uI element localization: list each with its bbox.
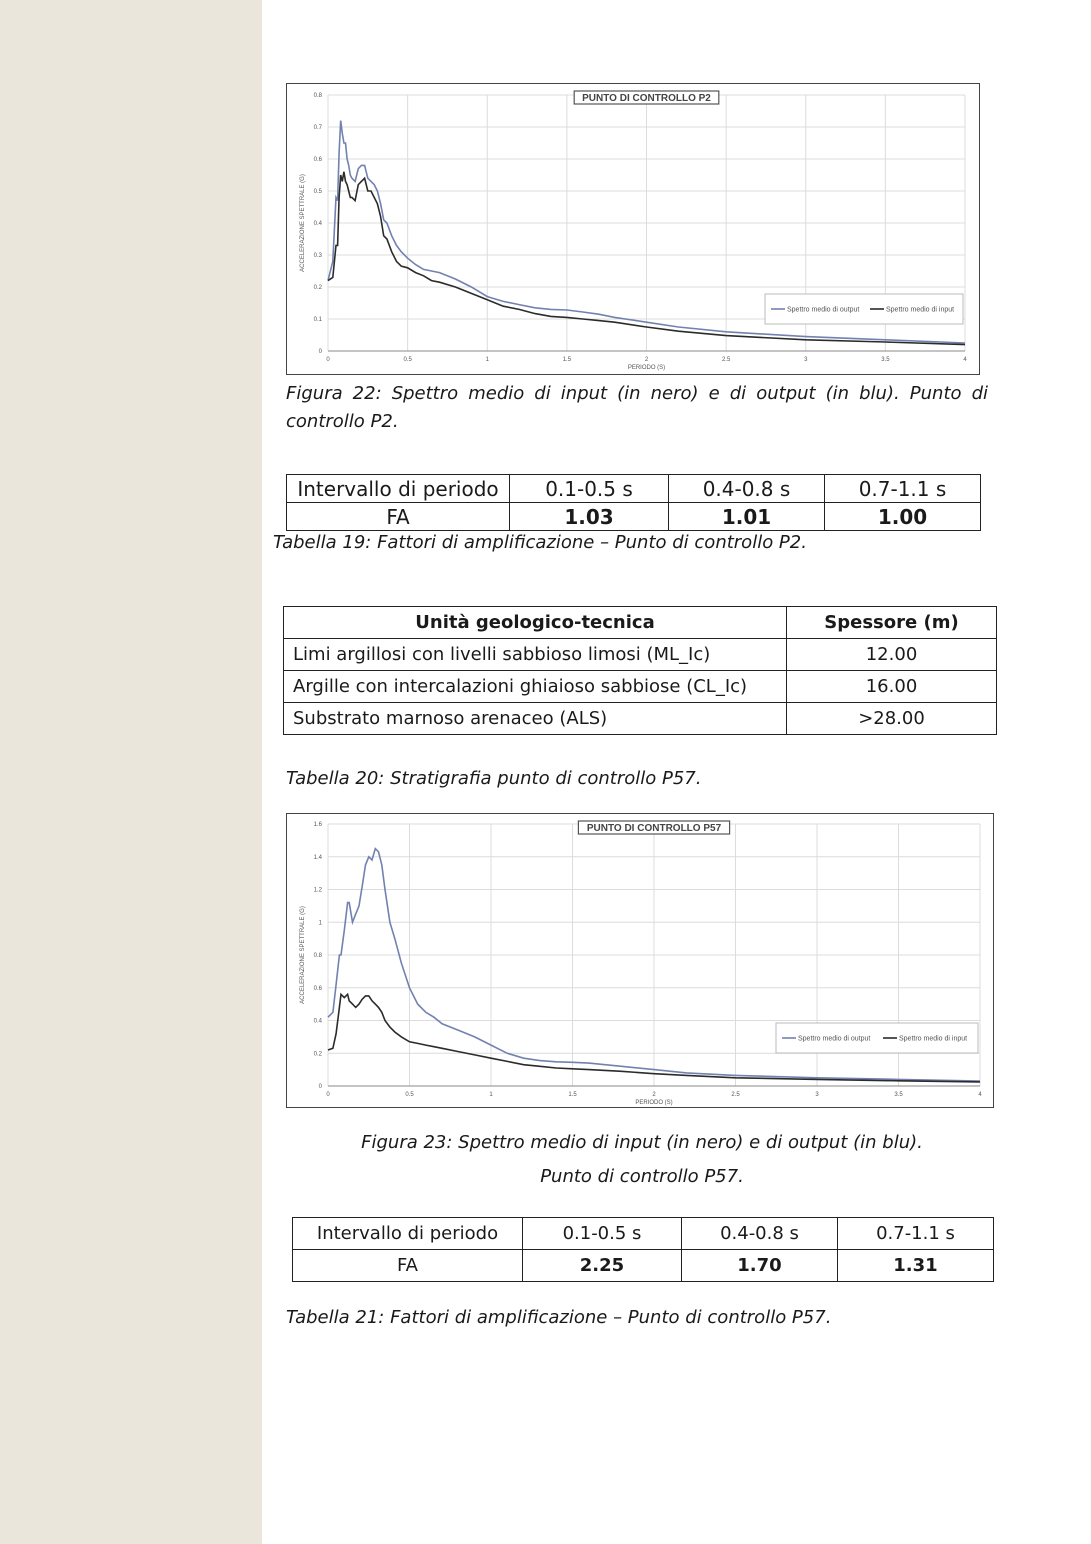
table-20-header-row xyxy=(284,607,997,639)
y-tick-label: 0.2 xyxy=(313,285,322,291)
y-tick-label: 0.6 xyxy=(313,985,322,992)
y-tick-label: 0.8 xyxy=(313,93,322,99)
y-tick-label: 1.6 xyxy=(313,822,322,828)
chart-p2-svg xyxy=(287,84,979,374)
table-21-interval: 0.1-0.5 s xyxy=(523,1218,682,1250)
y-tick-label: 1 xyxy=(318,920,322,927)
chart-p2 xyxy=(286,83,980,375)
x-tick-label: 2 xyxy=(652,1092,656,1098)
table-row xyxy=(284,671,997,703)
table-21 xyxy=(292,1217,994,1282)
y-tick-label: 0.4 xyxy=(313,1018,322,1025)
chart-p57 xyxy=(286,813,994,1108)
x-tick-label: 4 xyxy=(963,357,967,363)
table-21-caption: Tabella 21: Fattori di amplificazione – Punto di controllo P57. xyxy=(286,1307,832,1328)
x-tick-label: 4 xyxy=(978,1092,982,1098)
x-tick-label: 3 xyxy=(815,1092,819,1098)
table-20 xyxy=(283,606,997,735)
table-20-unit: Substrato marnoso arenaceo (ALS) xyxy=(284,703,787,735)
table-19-fa-row xyxy=(287,503,981,531)
y-tick-label: 0 xyxy=(318,1084,322,1090)
table-20-caption: Tabella 20: Stratigrafia punto di controllo P57. xyxy=(286,768,702,789)
table-19 xyxy=(286,474,981,531)
y-tick-label: 0.2 xyxy=(313,1051,322,1058)
table-20-thickness: 16.00 xyxy=(787,671,997,703)
table-19-value: 1.01 xyxy=(669,503,825,531)
table-21-interval: 0.7-1.1 s xyxy=(838,1218,994,1250)
table-19-interval: 0.1-0.5 s xyxy=(510,475,669,503)
legend-label: Spettro medio di input xyxy=(886,306,955,314)
y-tick-label: 1.2 xyxy=(313,887,322,894)
y-tick-label: 0.7 xyxy=(313,125,322,131)
table-19-row-label: FA xyxy=(287,503,510,531)
table-21-row-label: FA xyxy=(293,1250,523,1282)
x-tick-label: 1 xyxy=(485,357,489,363)
table-19-interval: 0.4-0.8 s xyxy=(669,475,825,503)
y-tick-label: 0 xyxy=(318,349,322,355)
legend-label: Spettro medio di output xyxy=(798,1035,871,1043)
chart-title: PUNTO DI CONTROLLO P2 xyxy=(582,93,711,104)
y-tick-label: 0.4 xyxy=(313,221,322,227)
y-tick-label: 1.4 xyxy=(313,854,322,861)
table-19-value: 1.03 xyxy=(510,503,669,531)
table-20-header-unit: Unità geologico-tecnica xyxy=(284,607,787,639)
chart-p57-svg xyxy=(287,814,993,1107)
chart-title: PUNTO DI CONTROLLO P57 xyxy=(586,823,722,834)
x-tick-label: 2.5 xyxy=(731,1092,740,1098)
x-tick-label: 0.5 xyxy=(403,357,412,363)
x-axis-label: PERIODO (S) xyxy=(627,365,666,371)
legend-label: Spettro medio di output xyxy=(787,306,860,314)
x-tick-label: 0 xyxy=(326,357,330,363)
table-21-header-row xyxy=(293,1218,994,1250)
x-tick-label: 3.5 xyxy=(881,357,890,363)
table-21-value: 1.70 xyxy=(682,1250,838,1282)
table-19-header-row xyxy=(287,475,981,503)
y-axis-label: ACCELERAZIONE SPETTRALE (G) xyxy=(300,906,306,1004)
table-row xyxy=(284,639,997,671)
table-21-header-label: Intervallo di periodo xyxy=(293,1218,523,1250)
figure-23-caption xyxy=(286,1126,998,1194)
table-20-header-thickness: Spessore (m) xyxy=(787,607,997,639)
table-19-value: 1.00 xyxy=(825,503,981,531)
x-tick-label: 1.5 xyxy=(562,357,572,363)
table-19-caption: Tabella 19: Fattori di amplificazione – Punto di controllo P2. xyxy=(273,532,807,553)
table-21-interval: 0.4-0.8 s xyxy=(682,1218,838,1250)
figure-22-caption-line1: Figura 22: Spettro medio di input (in nero) e di output (in blu). Punto di xyxy=(286,383,988,404)
figure-22-caption-line2: controllo P2. xyxy=(286,411,399,432)
x-tick-label: 0.5 xyxy=(405,1092,414,1098)
figure-23-caption-line2: Punto di controllo P57. xyxy=(540,1166,744,1187)
table-21-value: 2.25 xyxy=(523,1250,682,1282)
y-tick-label: 0.5 xyxy=(313,189,322,195)
table-21-fa-row xyxy=(293,1250,994,1282)
figure-22-caption xyxy=(286,380,988,436)
table-21-value: 1.31 xyxy=(838,1250,994,1282)
table-20-thickness: >28.00 xyxy=(787,703,997,735)
y-axis-label: ACCELERAZIONE SPETTRALE (G) xyxy=(300,174,306,272)
figure-23-caption-line1: Figura 23: Spettro medio di input (in nero) e di output (in blu). xyxy=(361,1132,923,1153)
x-tick-label: 3 xyxy=(804,357,808,363)
y-tick-label: 0.1 xyxy=(313,317,322,323)
page-sidebar-band xyxy=(0,0,262,1544)
legend-label: Spettro medio di input xyxy=(899,1035,968,1043)
table-20-unit: Limi argillosi con livelli sabbioso limosi (ML_Ic) xyxy=(284,639,787,671)
x-axis-label: PERIODO (S) xyxy=(635,1100,673,1106)
y-tick-label: 0.8 xyxy=(313,953,322,959)
table-19-header-label: Intervallo di periodo xyxy=(287,475,510,503)
x-tick-label: 2.5 xyxy=(721,357,731,363)
x-tick-label: 1 xyxy=(489,1092,493,1098)
y-tick-label: 0.6 xyxy=(313,157,322,163)
table-20-unit: Argille con intercalazioni ghiaioso sabbiose (CL_Ic) xyxy=(284,671,787,703)
table-row xyxy=(284,703,997,735)
table-20-thickness: 12.00 xyxy=(787,639,997,671)
x-tick-label: 3.5 xyxy=(894,1092,903,1098)
x-tick-label: 2 xyxy=(644,357,649,363)
x-tick-label: 1.5 xyxy=(568,1092,577,1098)
table-19-interval: 0.7-1.1 s xyxy=(825,475,981,503)
y-tick-label: 0.3 xyxy=(313,253,322,259)
x-tick-label: 0 xyxy=(326,1092,330,1098)
